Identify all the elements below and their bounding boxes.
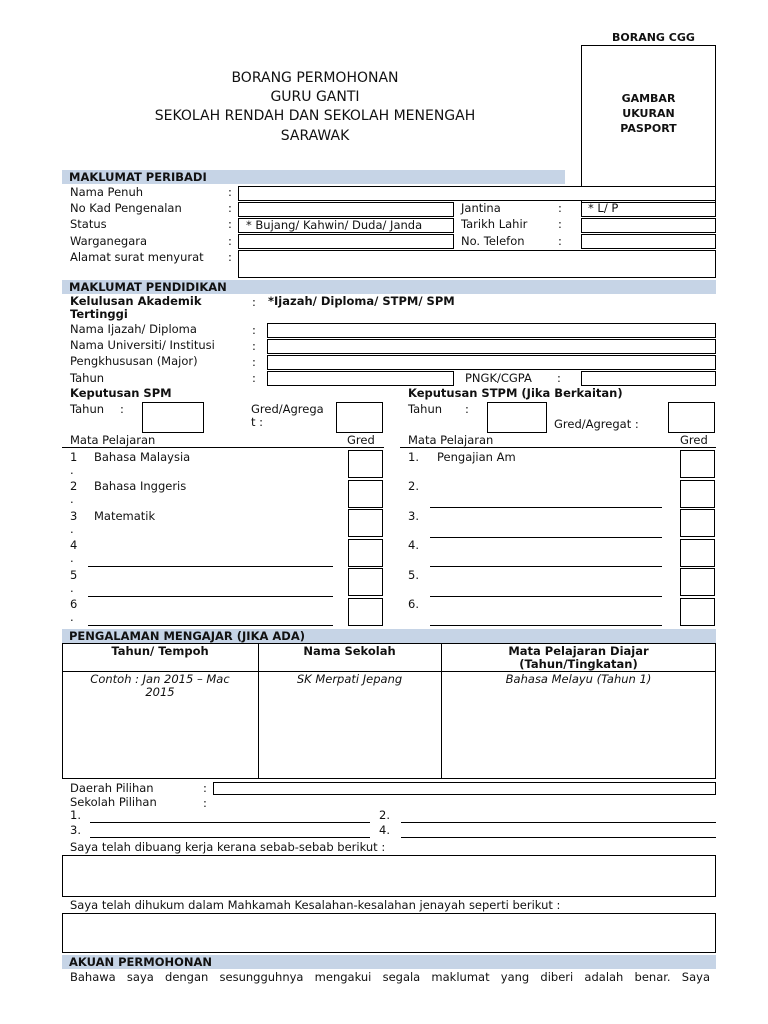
stpm-grade-label: Gred/Agregat : — [554, 417, 639, 431]
choice-num: 4. — [379, 823, 390, 837]
cgpa-field[interactable] — [581, 371, 716, 386]
choice-num: 1. — [70, 808, 81, 822]
spm-subject-line[interactable] — [88, 625, 333, 626]
highest-qualification-options: *Ijazah/ Diploma/ STPM/ SPM — [268, 294, 455, 308]
status-value: * Bujang/ Kahwin/ Duda/ Janda — [246, 218, 423, 232]
spm-row-dot: . — [70, 610, 74, 624]
title-line-1: BORANG PERMOHONAN — [231, 70, 399, 86]
experience-col-school: Nama Sekolah — [303, 644, 396, 658]
choice-num: 3. — [70, 823, 81, 837]
colon: : — [252, 295, 256, 309]
declaration-text: Bahawa saya dengan sesungguhnya mengakui segala maklumat yang diberi adalah benar. Saya — [70, 970, 710, 984]
university-field[interactable] — [267, 339, 716, 354]
stpm-subject-line[interactable] — [430, 596, 662, 597]
colon: : — [557, 371, 561, 385]
citizenship-field[interactable] — [238, 234, 454, 249]
spm-row-dot: . — [70, 581, 74, 595]
spm-grade-label-2: t : — [251, 415, 264, 429]
label-ic: No Kad Pengenalan — [70, 201, 182, 215]
title-line-2: GURU GANTI — [270, 89, 360, 105]
experience-example-school: SK Merpati Jepang — [296, 672, 403, 686]
spm-row-num: 2 — [70, 479, 78, 493]
spm-subject-name: Bahasa Inggeris — [94, 479, 187, 493]
form-code: BORANG CGG — [612, 31, 695, 44]
spm-row-dot: . — [70, 522, 74, 536]
experience-example-period-2: 2015 — [145, 685, 175, 699]
label-degree: Nama Ijazah/ Diploma — [70, 322, 197, 336]
colon: : — [203, 781, 207, 795]
stpm-year-label: Tahun — [408, 402, 443, 416]
stpm-grade-col: Gred — [680, 433, 708, 447]
stpm-grade-box[interactable] — [680, 450, 715, 478]
choice-num: 2. — [379, 808, 390, 822]
spm-row-num: 6 — [70, 597, 78, 611]
name-field[interactable] — [238, 186, 716, 201]
spm-grade-box[interactable] — [348, 450, 383, 478]
stpm-heading: Keputusan STPM (Jika Berkaitan) — [408, 386, 623, 400]
address-field[interactable] — [238, 250, 716, 278]
spm-row-num: 4 — [70, 538, 78, 552]
label-status: Status — [70, 217, 107, 231]
colon: : — [252, 355, 256, 369]
stpm-grade-box[interactable] — [680, 568, 715, 596]
spm-grade-col: Gred — [347, 433, 375, 447]
colon: : — [228, 234, 232, 248]
colon: : — [558, 201, 562, 215]
colon: : — [120, 402, 124, 416]
region-field[interactable] — [213, 782, 716, 795]
experience-col-subject-2: (Tahun/Tingkatan) — [519, 657, 638, 671]
label-name: Nama Penuh — [70, 185, 144, 199]
stpm-subject-line[interactable] — [430, 507, 662, 508]
spm-heading: Keputusan SPM — [70, 386, 172, 400]
spm-row-num: 5 — [70, 568, 78, 582]
spm-row-num: 1 — [70, 450, 78, 464]
year-field[interactable] — [267, 371, 454, 386]
spm-year-field[interactable] — [142, 402, 204, 433]
stpm-header-rule — [400, 447, 716, 448]
stpm-grade-box[interactable] — [680, 480, 715, 508]
colon: : — [252, 371, 256, 385]
label-cgpa: PNGK/CGPA — [465, 371, 532, 385]
experience-col-period: Tahun/ Tempoh — [111, 644, 209, 658]
stpm-subject-line[interactable] — [430, 566, 662, 567]
school-choice-line[interactable] — [401, 837, 716, 838]
colon: : — [203, 796, 207, 810]
stpm-subject-name: Pengajian Am — [437, 450, 516, 464]
stpm-row-num: 4. — [408, 538, 419, 552]
stpm-row-num: 6. — [408, 597, 419, 611]
experience-col-subject: Mata Pelajaran Diajar — [508, 644, 649, 658]
stpm-row-num: 3. — [408, 509, 419, 523]
school-choice-line[interactable] — [90, 837, 370, 838]
photo-label-1: GAMBAR — [621, 92, 676, 105]
photo-label-3: PASPORT — [620, 122, 677, 135]
label-address: Alamat surat menyurat — [70, 250, 204, 264]
spm-grade-box[interactable] — [348, 480, 383, 508]
spm-grade-box[interactable] — [348, 539, 383, 567]
spm-row-dot: . — [70, 463, 74, 477]
stpm-grade-box[interactable] — [680, 539, 715, 567]
title-line-4: SARAWAK — [280, 128, 350, 144]
major-field[interactable] — [267, 355, 716, 370]
section-education: MAKLUMAT PENDIDIKAN — [62, 280, 716, 294]
dismissal-statement: Saya telah dibuang kerja kerana sebab-sebab berikut : — [70, 840, 386, 854]
colon: : — [252, 323, 256, 337]
stpm-year-field[interactable] — [487, 402, 547, 433]
spm-grade-box[interactable] — [348, 568, 383, 596]
school-choice-line[interactable] — [90, 822, 370, 823]
title-line-3: SEKOLAH RENDAH DAN SEKOLAH MENENGAH — [154, 108, 476, 124]
label-citizenship: Warganegara — [70, 234, 148, 248]
label-dob: Tarikh Lahir — [461, 217, 528, 231]
experience-example-period: Contoh : Jan 2015 – Mac — [90, 672, 230, 686]
colon: : — [465, 402, 469, 416]
label-region: Daerah Pilihan — [70, 781, 154, 795]
photo-label-2: UKURAN — [622, 107, 675, 120]
stpm-subject-col: Mata Pelajaran — [408, 433, 494, 447]
stpm-grade-box[interactable] — [680, 509, 715, 537]
label-gender: Jantina — [461, 201, 501, 215]
stpm-subject-line[interactable] — [430, 625, 662, 626]
stpm-row-num: 1. — [408, 450, 419, 464]
stpm-row-num: 2. — [408, 479, 419, 493]
spm-row-dot: . — [70, 551, 74, 565]
colon: : — [252, 339, 256, 353]
experience-col-divider — [258, 643, 259, 779]
colon: : — [228, 185, 232, 199]
phone-field[interactable] — [581, 234, 716, 249]
colon: : — [228, 217, 232, 231]
gender-value: * L/ P — [588, 201, 619, 215]
experience-example-subject: Bahasa Melayu (Tahun 1) — [505, 672, 652, 686]
stpm-row-num: 5. — [408, 568, 419, 582]
label-university: Nama Universiti/ Institusi — [70, 338, 215, 352]
section-personal: MAKLUMAT PERIBADI — [62, 170, 565, 184]
dob-field[interactable] — [581, 218, 716, 233]
conviction-field[interactable] — [62, 913, 716, 953]
degree-field[interactable] — [267, 323, 716, 338]
colon: : — [228, 201, 232, 215]
ic-field[interactable] — [238, 202, 454, 217]
spm-grade-box[interactable] — [348, 509, 383, 537]
stpm-grade-box[interactable] — [680, 598, 715, 626]
conviction-statement: Saya telah dihukum dalam Mahkamah Kesalahan-kesalahan jenayah seperti berikut : — [70, 898, 561, 912]
colon: : — [228, 250, 232, 264]
dismissal-field[interactable] — [62, 855, 716, 897]
school-choice-line[interactable] — [401, 822, 716, 823]
spm-subject-line[interactable] — [88, 566, 333, 567]
label-highest-qualification-2: Tertinggi — [70, 307, 128, 321]
spm-subject-line[interactable] — [88, 596, 333, 597]
spm-row-dot: . — [70, 492, 74, 506]
label-major: Pengkhususan (Major) — [70, 354, 198, 368]
spm-header-rule — [62, 447, 384, 448]
spm-subject-name: Matematik — [94, 509, 156, 523]
colon: : — [558, 217, 562, 231]
colon: : — [558, 234, 562, 248]
spm-grade-box[interactable] — [348, 598, 383, 626]
spm-row-num: 3 — [70, 509, 78, 523]
spm-subject-name: Bahasa Malaysia — [94, 450, 191, 464]
label-phone: No. Telefon — [461, 234, 525, 248]
label-highest-qualification: Kelulusan Akademik — [70, 294, 202, 308]
spm-year-label: Tahun — [70, 402, 105, 416]
label-year: Tahun — [70, 371, 105, 385]
section-declaration: AKUAN PERMOHONAN — [62, 955, 716, 969]
stpm-subject-line[interactable] — [430, 537, 662, 538]
spm-aggregate-field[interactable] — [336, 402, 383, 433]
section-experience: PENGALAMAN MENGAJAR (JIKA ADA) — [62, 629, 716, 643]
spm-grade-label: Gred/Agrega — [251, 402, 324, 416]
label-school-choice: Sekolah Pilihan — [70, 795, 157, 809]
stpm-aggregate-field[interactable] — [668, 402, 715, 433]
spm-subject-col: Mata Pelajaran — [70, 433, 156, 447]
